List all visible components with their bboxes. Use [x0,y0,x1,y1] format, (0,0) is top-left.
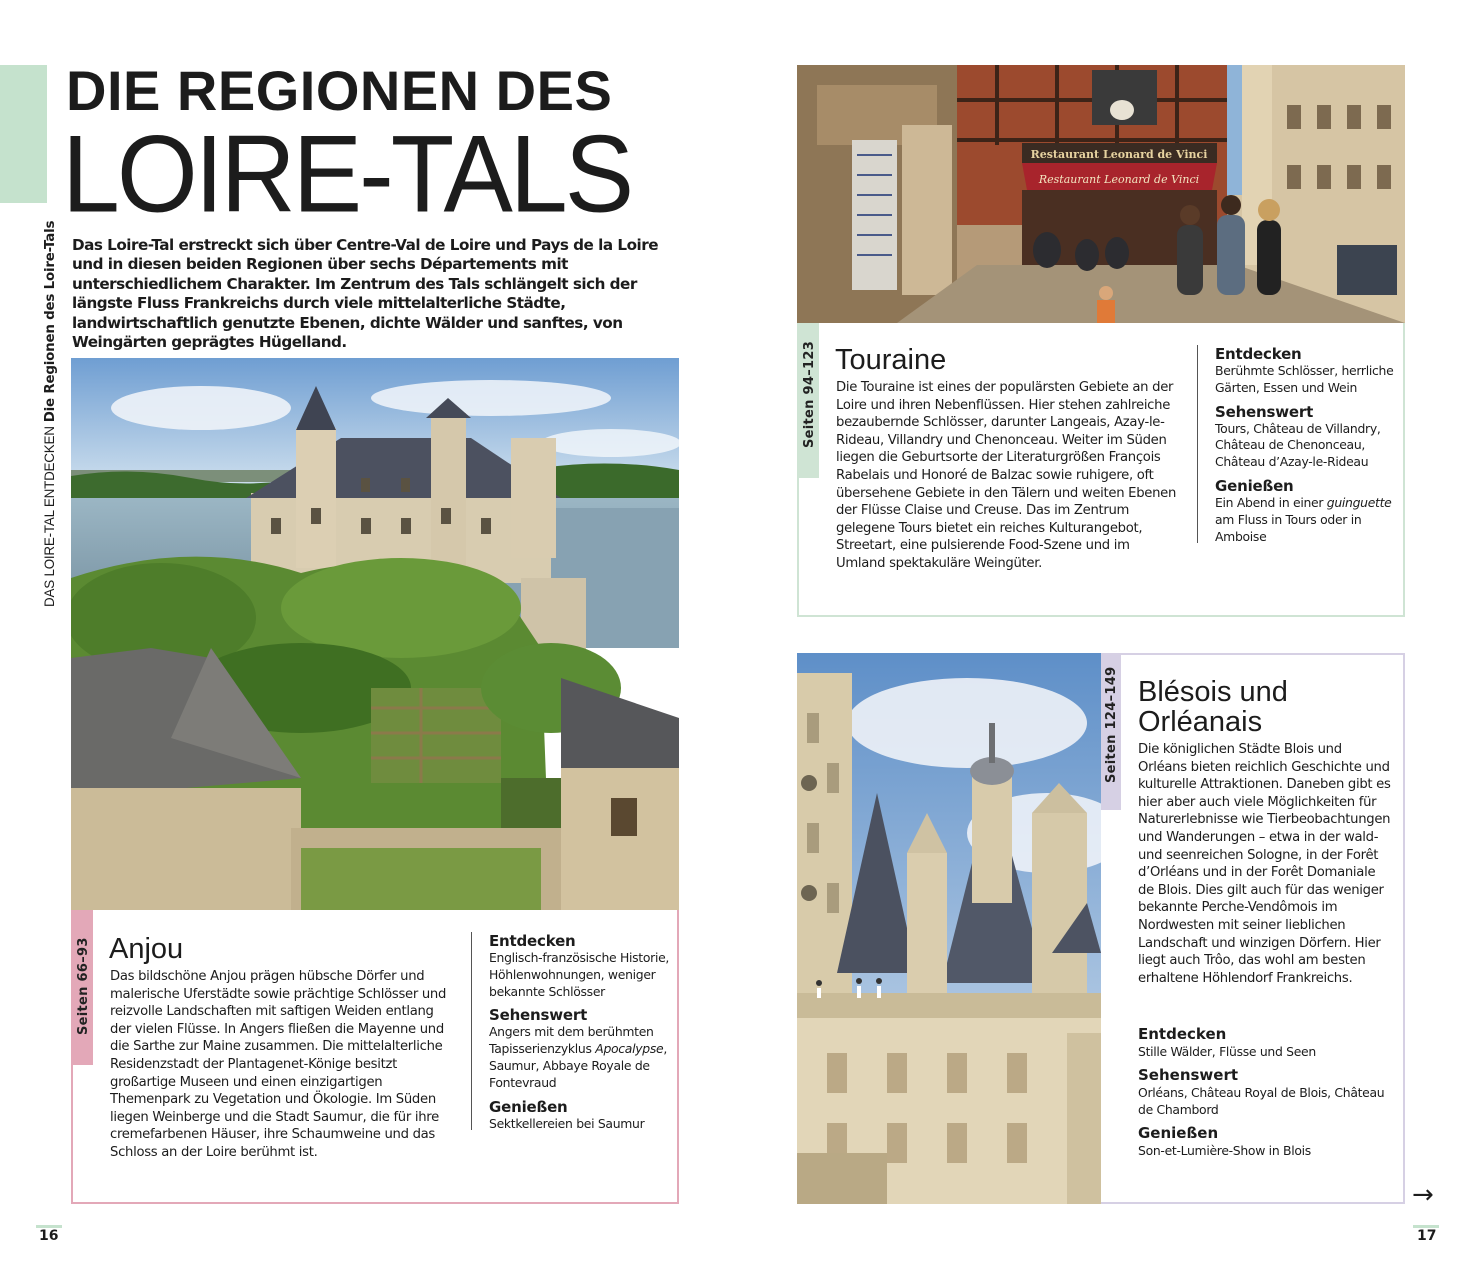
blesois-facts [1138,1025,1393,1165]
anjou-photo [71,358,679,910]
touraine-enjoy-heading: Genießen [1215,476,1294,495]
running-head [42,221,58,607]
anjou-enjoy: Sektkellereien bei Saumur [489,1115,645,1131]
blesois-discover-heading: Entdecken [1138,1025,1227,1043]
restaurant-sign-awning: Restaurant Leonard de Vinci [1038,173,1200,186]
blesois-enjoy: Son-et-Lumière-Show in Blois [1138,1143,1311,1158]
chinon-street-illustration [797,65,1405,323]
touraine-pages-tab [799,323,819,478]
next-page-arrow-icon[interactable]: → [1412,1180,1434,1210]
touraine-discover: Berühmte Schlösser, herrliche Gärten, Essen und Wein [1215,363,1394,395]
touraine-title: Touraine [835,344,947,376]
page-title-line2: LOIRE-TALS [62,114,632,236]
page-number-right: 17 [1417,1228,1437,1244]
touraine-enjoy: Ein Abend in einer guinguette am Fluss in Tours oder in Amboise [1215,494,1392,544]
blesois-photo [797,653,1101,1204]
section-tab [0,65,47,203]
blesois-sights: Orléans, Château Royal de Blois, Château de Chambord [1138,1085,1385,1117]
page-number-left: 16 [39,1228,59,1244]
blesois-discover: Stille Wälder, Flüsse und Seen [1138,1044,1316,1059]
touraine-text: Die Touraine ist eines der populärsten Gebiete an der Loire und ihren Nebenflüssen. Hier stehen zahlreiche bezaubernde Schlösser, darunter Langeais, Azay-le-Rideau, Villandry und Chenonceau. Weiter im Süden liegen die Geburtsorte der Literaturgrößen François Rabelais und Honoré de Balzac sowie ruhigere, oft übersehene Gebiete in den Tälern und weiten Ebenen der Flüsse Claise und Creuse. Das im Zentrum gelegene Tours bietet ein reiches Kulturangebot, Streetart, eine pulsierende Food-Szene und im Umland spektakuläre Weingüter. [836,380,1177,571]
anjou-title: Anjou [109,933,184,965]
intro-text: Das Loire-Tal erstreckt sich über Centre-Val de Loire und Pays de la Loire und in diesen beiden Regionen über sechs Départements mit unterschiedlichem Charakter. Im Zentrum des Tals schlängelt sich der längste Fluss Frankreichs durch viele mittelalterliche Städte, landwirtschaftlich genutzte Ebenen, dichte Wälder und sanftes, von Weingärten geprägtes Hügelland. [72,236,658,352]
blesois-pages-tab [1101,655,1121,810]
anjou-panel [71,910,679,1204]
montsoreau-castle-illustration [71,358,679,910]
anjou-facts [471,932,671,1130]
anjou-discover-heading: Entdecken [489,932,576,950]
touraine-panel [797,323,1405,617]
blesois-pages: Seiten 124–149 [1104,666,1119,783]
anjou-sights: Angers mit dem berühmten Tapisserienzyklus Apocalypse, Saumur, Abbaye Royale de Fontevraud [489,1024,667,1090]
blesois-panel [1101,653,1405,1204]
page-title-line1: DIE REGIONEN DES [66,59,613,122]
running-head-label: DAS LOIRE-TAL ENTDECKEN [42,426,57,607]
anjou-sights-heading: Sehenswert [489,1006,588,1025]
blesois-sights-heading: Sehenswert [1138,1066,1239,1084]
blesois-enjoy-heading: Genießen [1138,1124,1219,1142]
touraine-facts [1197,345,1397,543]
touraine-sights-heading: Sehenswert [1215,402,1314,421]
blesois-title-line2: Orléanais [1138,706,1263,738]
touraine-pages: Seiten 94–123 [802,340,817,448]
anjou-pages-tab [73,910,93,1065]
restaurant-sign-top: Restaurant Leonard de Vinci [1030,148,1208,161]
anjou-enjoy-heading: Genießen [489,1097,568,1116]
touraine-discover-heading: Entdecken [1215,345,1302,363]
anjou-pages: Seiten 66–93 [76,937,91,1035]
blesois-title-line1: Blésois und [1138,676,1288,708]
running-head-title: Die Regionen des Loire-Tals [43,220,58,423]
anjou-text: Das bildschöne Anjou prägen hübsche Dörfer und malerische Uferstädte sowie prächtige Schlösser und reizvolle Landschaften mit saftigen Weiden entlang der vielen Flüsse. In Angers fließen die Mayenne und die Sarthe zur Maine zusammen. Die mittelalterliche Residenzstadt der Plantagenet-Könige besitzt großartige Museen und einen einzigartigen Themenpark zu Vegetation und Ökologie. Im Süden liegen Weinberge und die Stadt Saumur, die für ihre cremefarbenen Häuser, ihre Schaumweine und das Schloss an der Loire berühmt ist. [110,969,447,1160]
chambord-castle-illustration [797,653,1101,1204]
blesois-text: Die königlichen Städte Blois und Orléans bieten reichlich Geschichte und kulturelle Attraktionen. Daneben gibt es hier aber auch viele Möglichkeiten für Naturerlebnisse wie Tierbeobachtungen und Wanderungen – etwa in der wald- und seenreichen Sologne, in der Forêt d’Orléans und in der Forêt Domaniale de Blois. Dies gilt auch für das weniger bekannte Perche-Vendômois im Nordwesten mit seiner lieblichen Landschaft und winzigen Dörfern. Hier liegt auch Trôo, das wohl am besten erhaltene Höhlendorf Frankreichs. [1138,742,1391,986]
anjou-discover: Englisch-französische Historie, Höhlenwohnungen, weniger bekannte Schlösser [489,950,670,999]
touraine-photo [797,65,1405,323]
touraine-sights: Tours, Château de Villandry, Château de Chenonceau, Château d’Azay-le-Rideau [1215,420,1381,470]
